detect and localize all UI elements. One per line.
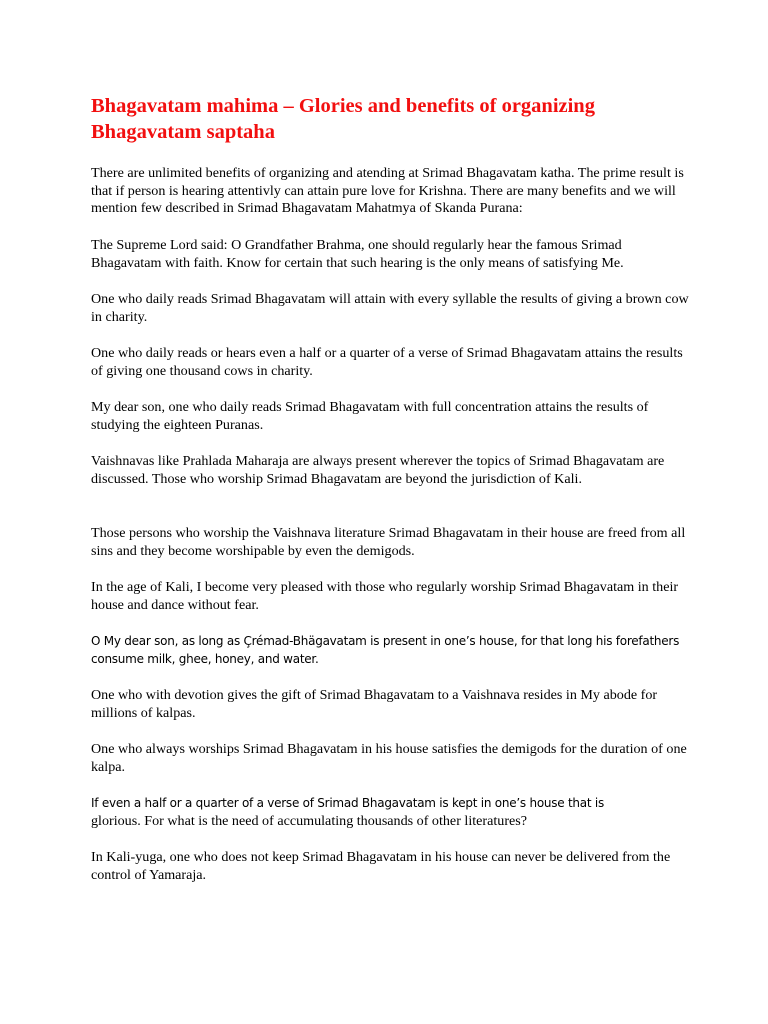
paragraph-brown-cow: One who daily reads Srimad Bhagavatam will attain with every syllable the results of giving a brown cow in charity. — [91, 291, 689, 325]
paragraph-supreme-lord: The Supreme Lord said: O Grandfather Brahma, one should regularly hear the famous Srimad Bhagavatam with faith. Know for certain that such hearing is the only means of satisfying Me. — [91, 237, 624, 271]
paragraph-age-of-kali: In the age of Kali, I become very pleased with those who regularly worship Srimad Bhagavatam in their house and dance without fear. — [91, 579, 679, 613]
paragraph-one-kalpa: One who always worships Srimad Bhagavatam in his house satisfies the demigods for the duration of one kalpa. — [91, 741, 687, 775]
paragraph-gift: One who with devotion gives the gift of Srimad Bhagavatam to a Vaishnava resides in My abode for millions of kalpas. — [91, 687, 658, 721]
paragraph-eighteen-puranas: My dear son, one who daily reads Srimad Bhagavatam with full concentration attains the results of studying the eighteen Puranas. — [91, 399, 649, 433]
paragraph-verse-kept-line-1: If even a half or a quarter of a verse of Srimad Bhagavatam is kept in one’s house that is — [91, 796, 604, 810]
paragraph-verse-kept — [91, 795, 691, 830]
paragraph-forefathers: O My dear son, as long as Çrémad-Bhägavatam is present in one’s house, for that long his forefathers consume milk, ghee, honey, and water. — [91, 634, 680, 666]
paragraph-yamaraja: In Kali-yuga, one who does not keep Srimad Bhagavatam in his house can never be delivered from the control of Yamaraja. — [91, 849, 671, 883]
paragraph-freed-from-sins: Those persons who worship the Vaishnava literature Srimad Bhagavatam in their house are freed from all sins and they become worshipable by even the demigods. — [91, 525, 686, 559]
paragraph-vaishnavas: Vaishnavas like Prahlada Maharaja are always present wherever the topics of Srimad Bhagavatam are discussed. Those who worship Srimad Bhagavatam are beyond the jurisdiction of Kali. — [91, 453, 665, 487]
paragraph-verse-kept-line-2: glorious. For what is the need of accumulating thousands of other literatures? — [91, 812, 528, 829]
document-title: Bhagavatam mahima – Glories and benefits of organizing Bhagavatam saptaha — [91, 95, 595, 143]
paragraph-thousand-cows: One who daily reads or hears even a half or a quarter of a verse of Srimad Bhagavatam attains the results of giving one thousand cows in charity. — [91, 345, 683, 379]
paragraph-intro: There are unlimited benefits of organizing and atending at Srimad Bhagavatam katha. The prime result is that if person is hearing attentivly can attain pure love for Krishna. There are many benefits and we will mention few described in Srimad Bhagavatam Mahatmya of Skanda Purana: — [91, 165, 684, 217]
